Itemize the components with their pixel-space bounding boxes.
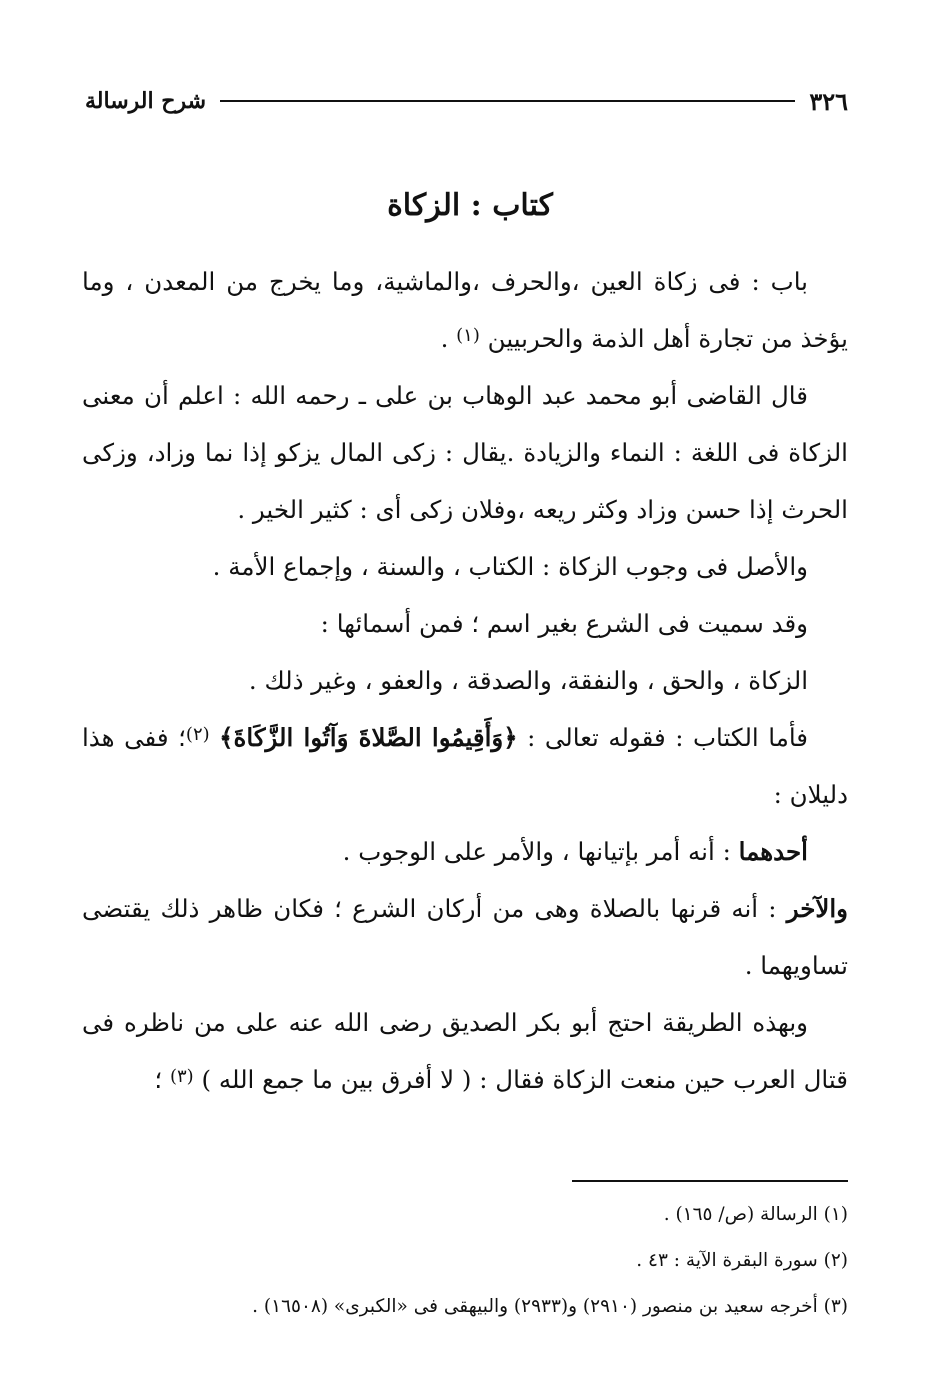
page-number: ٣٢٦ — [809, 86, 848, 116]
footnote-2: (٢) سورة البقرة الآية : ٤٣ . — [636, 1250, 848, 1271]
book-title: شرح الرسالة — [85, 88, 207, 114]
paragraph-end: ؛ ففى هذا دليلان : — [82, 723, 848, 809]
footnote-ref-3[interactable]: (٣) — [169, 1066, 194, 1087]
paragraph-text: : أنه قرنها بالصلاة وهى من أركان الشرع ؛ فكان ظاهر ذلك يقتضى تساويهما . — [82, 894, 848, 980]
header-rule — [220, 100, 795, 102]
paragraph-abu-bakr — [82, 994, 848, 1108]
paragraph-bab-heading — [82, 253, 848, 367]
paragraph-end: . — [440, 324, 457, 353]
footnote-3: (٣) أخرجه سعيد بن منصور (٢٩١٠) و(٢٩٣٣) والبيهقى فى «الكبرى» (١٦٥٠٨) . — [252, 1296, 848, 1317]
paragraph-end: ؛ — [154, 1065, 170, 1094]
quran-verse: ﴿وَأَقِيمُوا الصَّلاةَ وَآتُوا الزَّكَاةَ﴾ — [219, 723, 518, 752]
footnote-ref-1[interactable]: (١) — [456, 325, 480, 346]
footnote-1: (١) الرسالة (ص/ ١٦٥) . — [663, 1204, 848, 1225]
paragraph-second-evidence — [82, 880, 848, 994]
paragraph-text: : أنه أمر بإتيانها ، والأمر على الوجوب . — [342, 837, 739, 866]
body-text — [82, 253, 848, 1108]
paragraph-sources: والأصل فى وجوب الزكاة : الكتاب ، والسنة ، وإجماع الأمة . — [212, 552, 808, 581]
chapter-title: كتاب : الزكاة — [387, 188, 553, 223]
paragraph-text: باب : فى زكاة العين ،والحرف ،والماشية، وما يخرج من المعدن ، وما يؤخذ من تجارة أهل الذمة والحربيين — [82, 267, 848, 353]
lead-word: أحدهما — [738, 837, 808, 866]
paragraph-names-intro: وقد سميت فى الشرع بغير اسم ؛ فمن أسمائها : — [320, 609, 808, 638]
footnotes — [82, 1192, 848, 1330]
paragraph-names-list: الزكاة ، والحق ، والنفقة، والصدقة ، والعفو ، وغير ذلك . — [248, 666, 808, 695]
paragraph-definition: قال القاضى أبو محمد عبد الوهاب بن على ـ رحمه الله : اعلم أن معنى الزكاة فى اللغة : النماء والزيادة .يقال : زكى المال يزكو إذا نما وزاد، وزكى الحرث إذا حسن وزاد وكثر ريعه ،وفلان زكى أى : كثير الخير . — [82, 381, 848, 524]
paragraph-quran-evidence — [82, 709, 848, 823]
lead-word: والآخر — [786, 894, 848, 923]
paragraph-text: فأما الكتاب : فقوله تعالى : — [517, 723, 808, 752]
footnote-rule — [572, 1180, 848, 1182]
paragraph-text: وبهذه الطريقة احتج أبو بكر الصديق رضى الله عنه على من ناظره فى قتال العرب حين منعت الزكاة فقال : ( لا أفرق بين ما جمع الله ) — [82, 1008, 848, 1094]
paragraph-first-evidence — [82, 823, 848, 880]
running-header — [85, 84, 848, 118]
footnote-ref-2[interactable]: (٢) — [185, 724, 210, 745]
